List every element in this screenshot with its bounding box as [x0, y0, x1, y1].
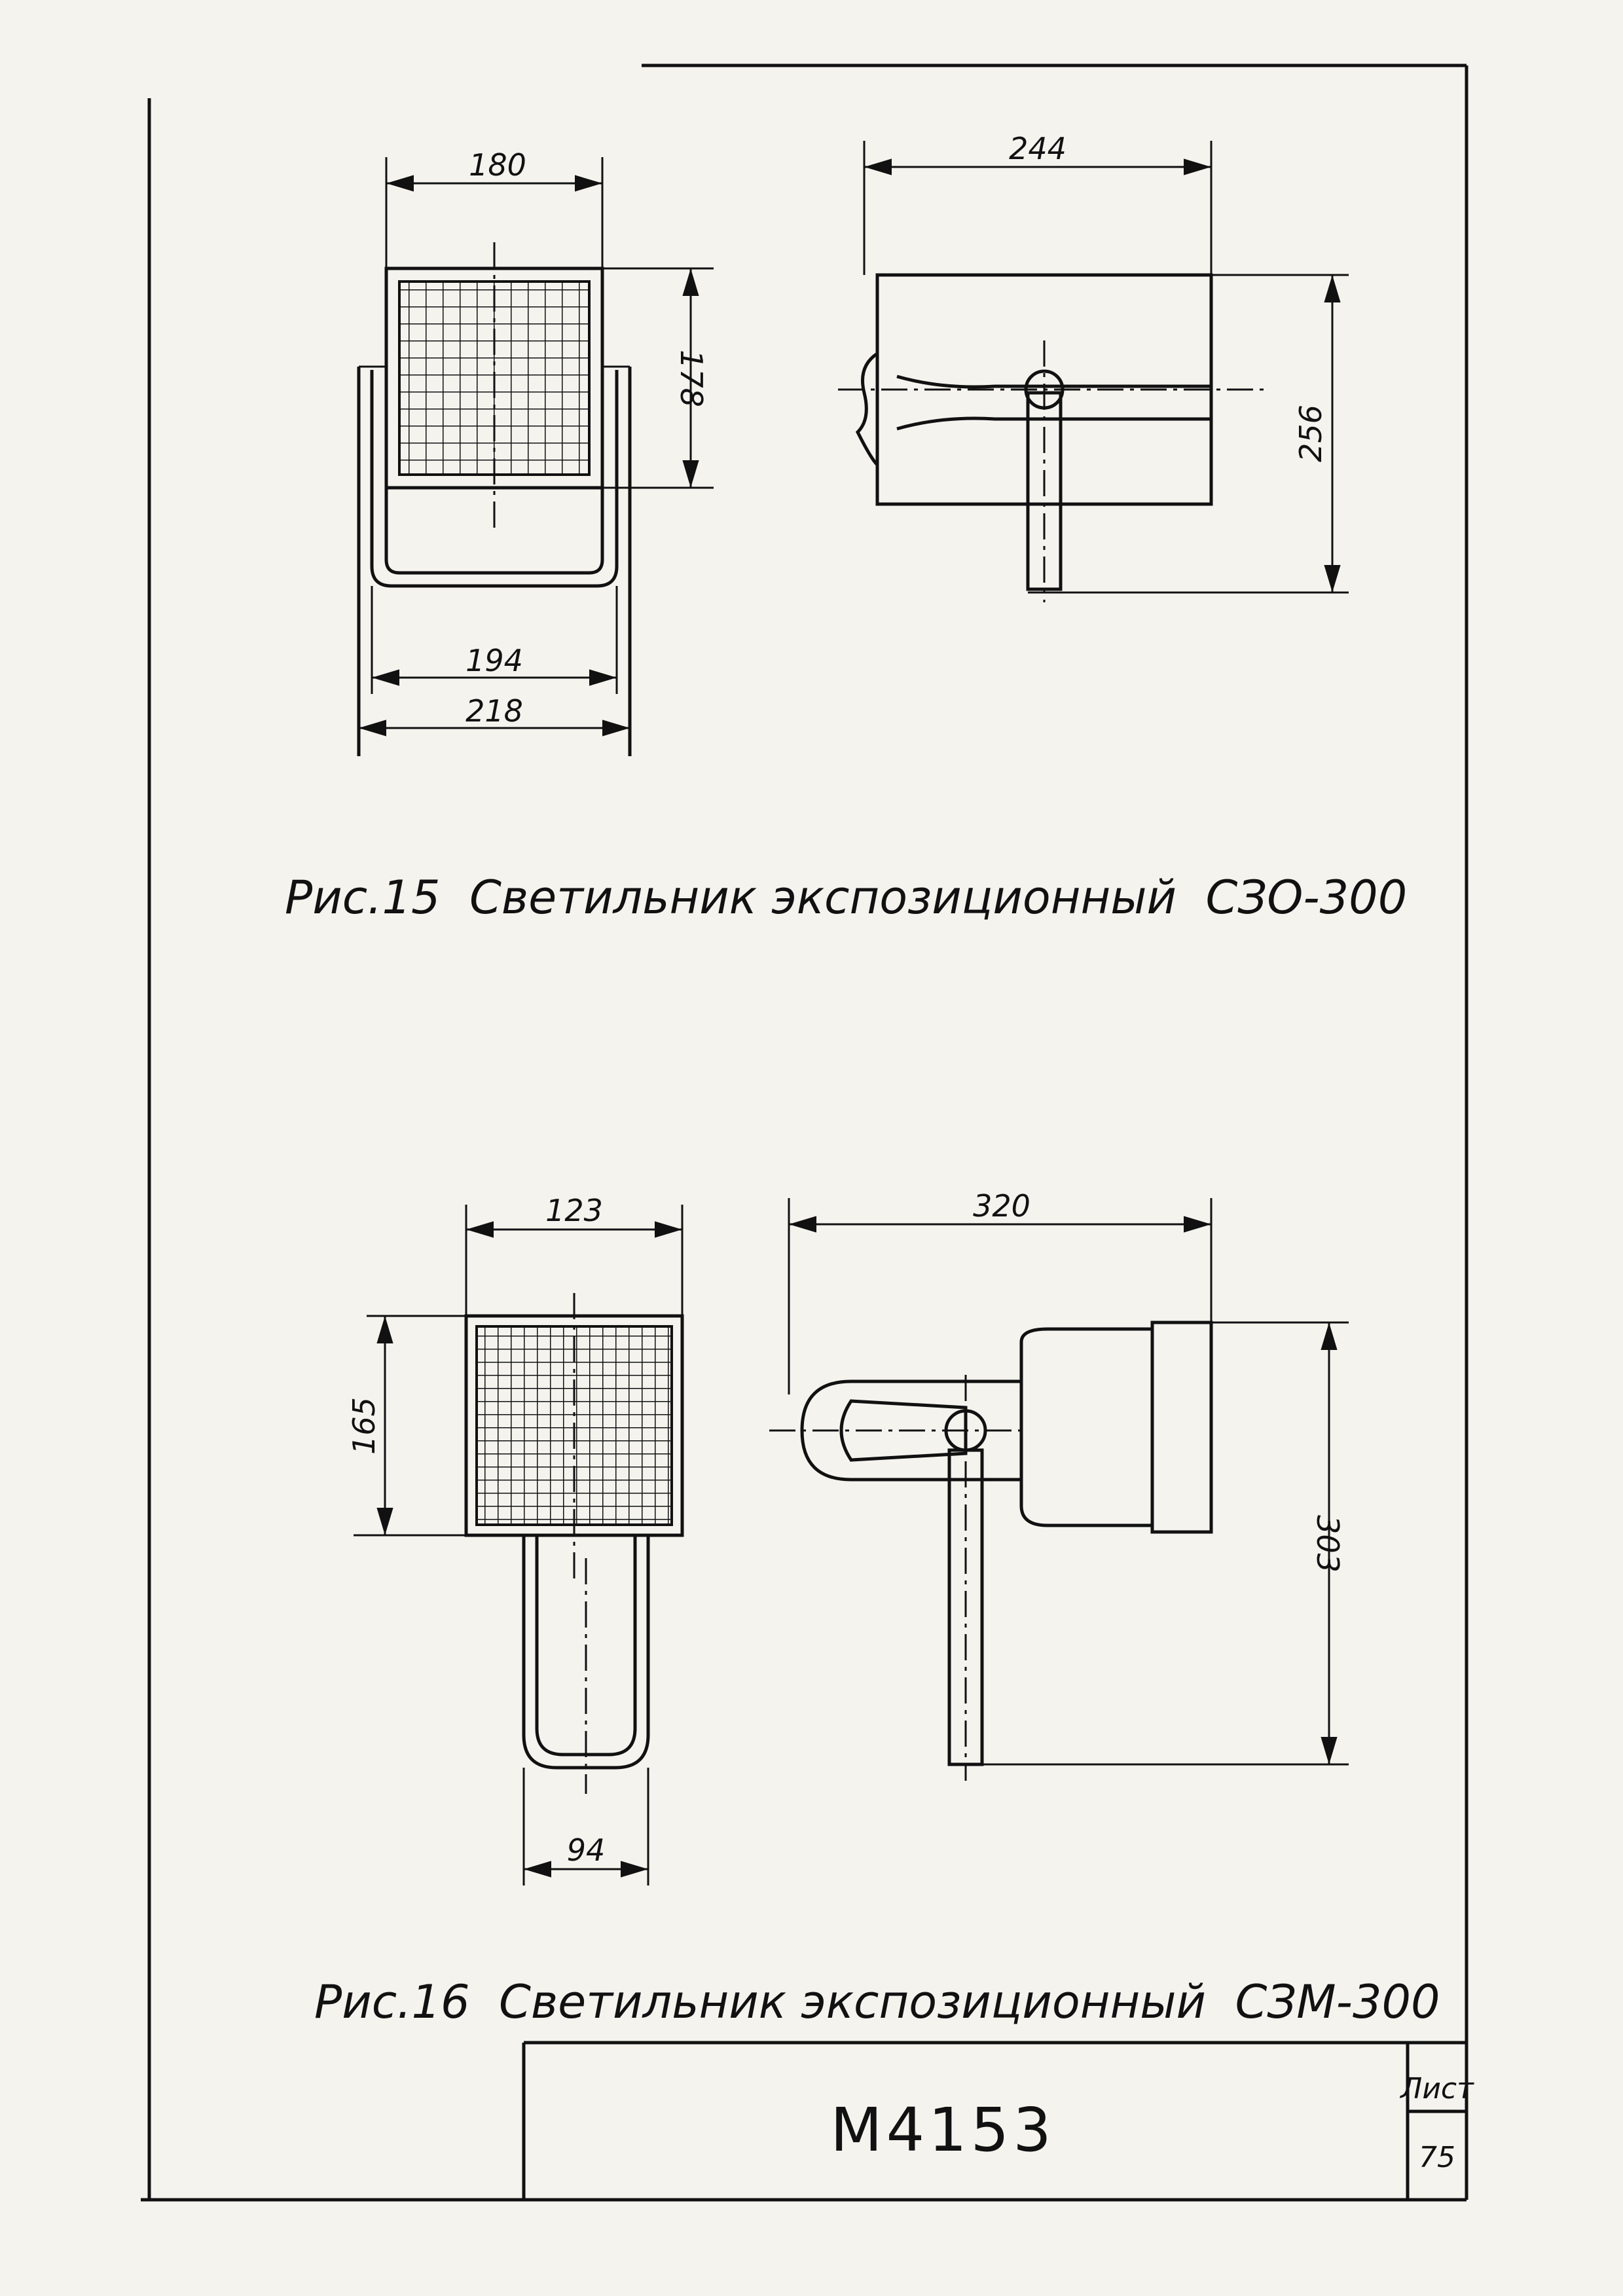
- fig16-front-width-dim: 123: [545, 1193, 603, 1228]
- fig15-front-height-dim: 178: [674, 350, 709, 407]
- fig15-stand-outer-dim: 218: [465, 693, 523, 729]
- fig15-stand-inner-dim: 194: [465, 643, 523, 678]
- sheet-frame: [141, 65, 1467, 2200]
- sheet-label: Лист: [1400, 2072, 1474, 2105]
- fig16-front-view: [354, 1205, 682, 1886]
- fig15-front-view: [359, 157, 714, 756]
- fig15-front-width-dim: 180: [469, 147, 526, 183]
- fig16-front-height-dim: 165: [346, 1397, 382, 1455]
- fig15-caption: Рис.15 Светильник экспозиционный СЗО-300: [285, 871, 1408, 924]
- sheet-number: 75: [1419, 2141, 1455, 2174]
- drawing-code: М4153: [830, 2095, 1055, 2165]
- fig15-side-height-dim: 256: [1293, 405, 1328, 462]
- fig16-side-height-dim: 303: [1310, 1515, 1345, 1573]
- fig15-side-view: [838, 141, 1349, 602]
- fig16-side-view: [769, 1198, 1349, 1781]
- fig15-side-width-dim: 244: [1009, 131, 1067, 166]
- fig16-caption: Рис.16 Светильник экспозиционный СЗМ-300: [314, 1975, 1440, 2029]
- fig16-side-width-dim: 320: [973, 1188, 1030, 1224]
- fig16-handle-dim: 94: [566, 1832, 606, 1868]
